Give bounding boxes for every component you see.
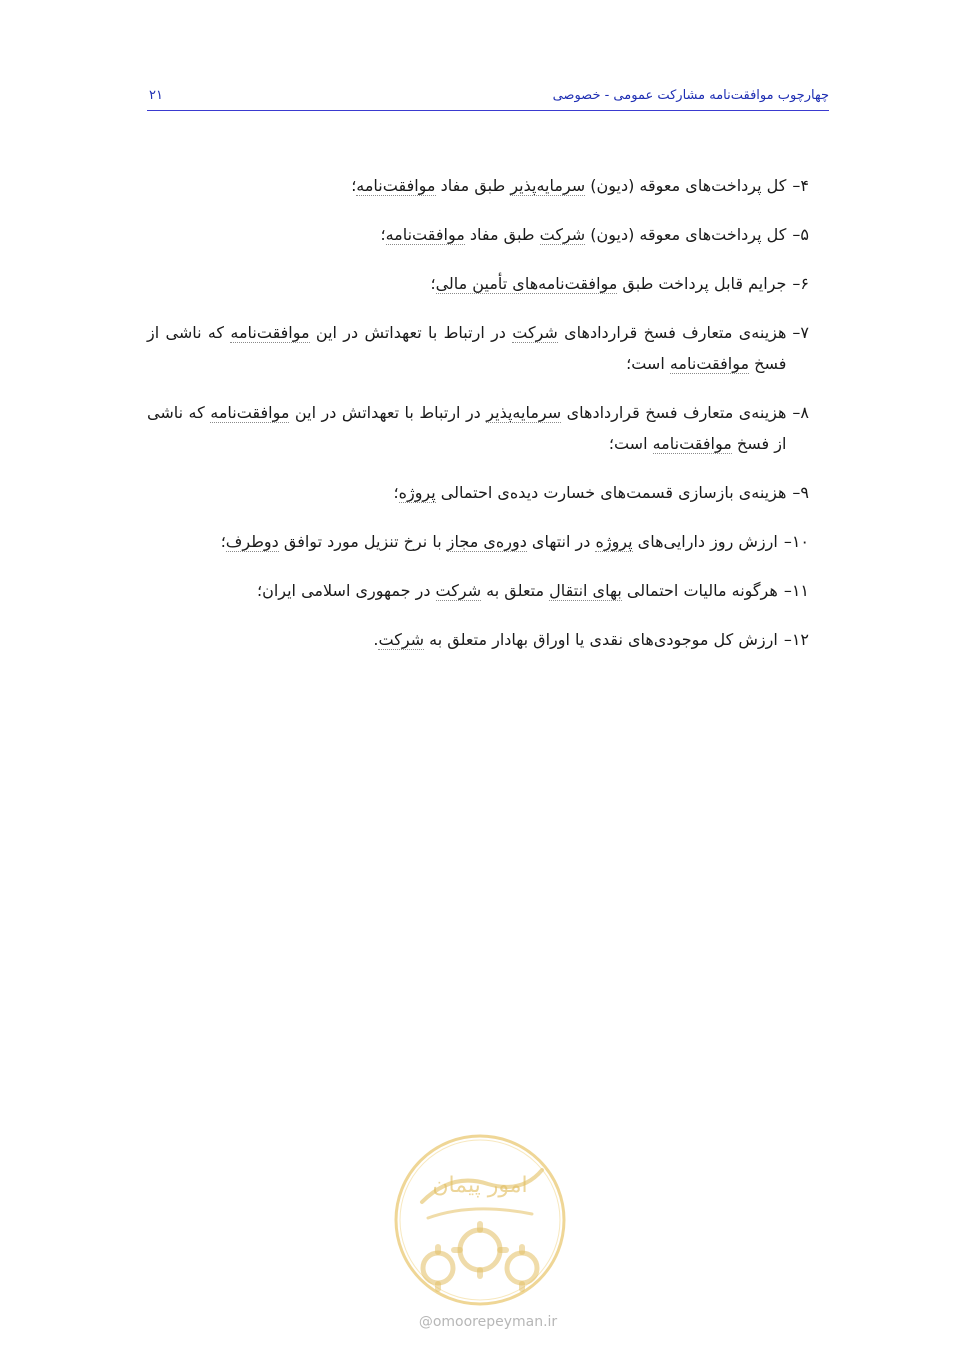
list-item	[147, 219, 809, 250]
text-segment: در ارتباط با تعهداتش در این	[309, 323, 513, 342]
document-title: چهارچوب موافقت‌نامه مشارکت عمومی - خصوصی	[552, 88, 829, 103]
list-item	[147, 170, 809, 201]
item-number: ۸–	[792, 403, 809, 422]
watermark-logo-text: امور پیمان	[432, 1173, 528, 1198]
text-segment: طبق مفاد	[435, 176, 511, 195]
text-segment: کل پرداخت‌های معوقه (دیون)	[585, 225, 787, 244]
list-item	[147, 624, 809, 655]
text-segment: هرگونه مالیات احتمالی	[621, 581, 778, 600]
text-segment: جرایم قابل پرداخت طبق	[617, 274, 787, 293]
text-segment: کل پرداخت‌های معوقه (دیون)	[585, 176, 787, 195]
item-text	[147, 624, 778, 655]
text-segment: ؛	[380, 225, 386, 244]
defined-term: موافقت‌نامه	[385, 225, 465, 244]
defined-term: سرمایه‌پذیر	[510, 176, 586, 195]
defined-term: موافقت‌نامه‌های تأمین مالی	[435, 274, 618, 293]
text-segment: هزینه‌ی متعارف فسخ قراردادهای	[561, 403, 787, 422]
defined-term: موافقت‌نامه	[210, 403, 290, 422]
watermark-site: @omoorepeyman.ir	[418, 1314, 558, 1330]
item-number: ۹–	[792, 483, 809, 502]
text-segment: که ناشی از فسخ	[147, 323, 787, 373]
text-segment: ؛	[393, 483, 399, 502]
text-segment: طبق مفاد	[464, 225, 540, 244]
item-text	[147, 219, 786, 250]
defined-term: دوطرف	[225, 532, 279, 551]
defined-term: سرمایه‌پذیر	[486, 403, 562, 422]
defined-term: موافقت‌نامه	[652, 434, 732, 453]
item-number: ۶–	[792, 274, 809, 293]
text-segment: است؛	[608, 434, 653, 453]
defined-term: موافقت‌نامه	[669, 354, 750, 373]
item-text	[147, 170, 786, 201]
item-text	[147, 268, 786, 299]
item-number: ۱۱–	[783, 581, 809, 600]
text-segment: ارزش روز دارایی‌های	[632, 532, 778, 551]
defined-term: شرکت	[512, 323, 558, 342]
list-item	[147, 526, 809, 557]
item-number: ۱۲–	[783, 630, 809, 649]
defined-term: شرکت	[435, 581, 482, 600]
item-number: ۱۰–	[783, 532, 809, 551]
list-item	[147, 477, 809, 508]
item-text	[147, 317, 786, 379]
defined-term: شرکت	[539, 225, 586, 244]
defined-term: بهای انتقال	[549, 581, 622, 600]
list-item	[147, 268, 809, 299]
text-segment: است؛	[626, 354, 670, 373]
item-number: ۴–	[792, 176, 809, 195]
defined-term: موافقت‌نامه	[356, 176, 436, 195]
defined-term: پروژه	[595, 532, 633, 551]
defined-term: موافقت‌نامه	[230, 323, 310, 342]
defined-term: دوره‌ی مجاز	[446, 532, 527, 551]
text-segment: در ارتباط با تعهداتش در این	[289, 403, 487, 422]
text-segment: که ناشی از فسخ	[147, 403, 787, 453]
text-segment: در انتهای	[526, 532, 596, 551]
watermark-logo	[392, 1132, 568, 1308]
item-number: ۷–	[792, 323, 809, 342]
page-header	[147, 80, 829, 111]
text-segment: ؛	[220, 532, 226, 551]
text-segment: هزینه‌ی متعارف فسخ قراردادهای	[557, 323, 787, 342]
text-segment: با نرخ تنزیل مورد توافق	[278, 532, 447, 551]
text-segment: متعلق به	[481, 581, 550, 600]
definition-list	[147, 170, 809, 673]
item-number: ۵–	[792, 225, 809, 244]
text-segment: هزینه‌ی بازسازی قسمت‌های خسارت دیده‌ی احتمالی	[435, 483, 787, 502]
defined-term: پروژه	[398, 483, 436, 502]
text-segment: ارزش کل موجودی‌های نقدی یا اوراق بهادار متعلق به	[424, 630, 778, 649]
item-text	[147, 477, 786, 508]
item-text	[147, 526, 778, 557]
list-item	[147, 397, 809, 459]
text-segment: ؛	[430, 274, 436, 293]
list-item	[147, 317, 809, 379]
item-text	[147, 397, 786, 459]
text-segment: ؛	[351, 176, 357, 195]
text-segment: .	[373, 630, 379, 649]
defined-term: شرکت	[378, 630, 425, 649]
text-segment: در جمهوری اسلامی ایران؛	[256, 581, 436, 600]
item-text	[147, 575, 778, 606]
page-number: ۲۱	[149, 88, 163, 103]
list-item	[147, 575, 809, 606]
